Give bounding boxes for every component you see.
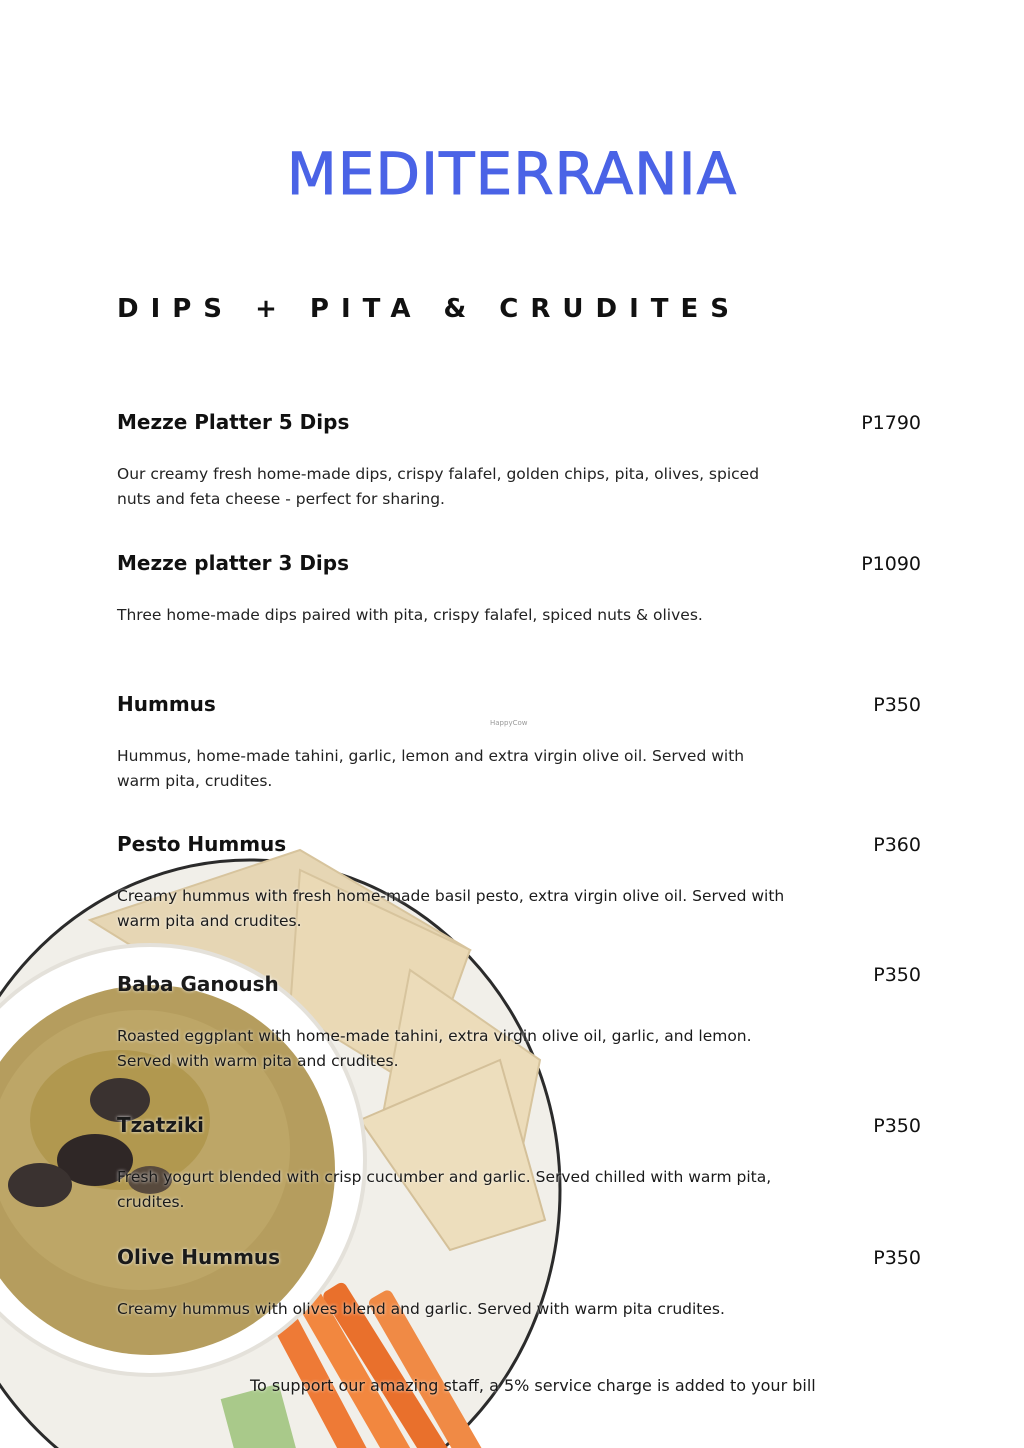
item-description: Roasted eggplant with home-made tahini, extra virgin olive oil, garlic, and lemon. Served with warm pita and crudites. <box>117 1027 752 1070</box>
item-description: Our creamy fresh home-made dips, crispy falafel, golden chips, pita, olives, spiced nuts and feta cheese - perfect for sharing. <box>117 465 760 508</box>
section-title: DIPS + PITA & CRUDITES <box>117 294 741 324</box>
item-name: Olive Hummus <box>117 1245 281 1269</box>
item-price: P360 <box>873 834 921 856</box>
service-charge-note: To support our amazing staff, a 5% service charge is added to your bill <box>250 1376 816 1395</box>
item-price: P350 <box>873 964 921 986</box>
item-description: Fresh yogurt blended with crisp cucumber and garlic. Served chilled with warm pita, crudites. <box>117 1168 772 1211</box>
item-name: Pesto Hummus <box>117 832 287 856</box>
item-description: Three home-made dips paired with pita, crispy falafel, spiced nuts & olives. <box>117 606 703 624</box>
item-price: P1090 <box>861 553 921 575</box>
item-description: Creamy hummus with olives blend and garlic. Served with warm pita crudites. <box>117 1300 725 1318</box>
item-description: Creamy hummus with fresh home-made basil pesto, extra virgin olive oil. Served with warm pita and crudites. <box>117 887 785 930</box>
item-name: Mezze Platter 5 Dips <box>117 410 350 434</box>
restaurant-title: MEDITERRANIA <box>286 140 738 208</box>
item-price: P350 <box>873 694 921 716</box>
item-price: P350 <box>873 1115 921 1137</box>
item-description: Hummus, home-made tahini, garlic, lemon and extra virgin olive oil. Served with warm pita, crudites. <box>117 747 745 790</box>
item-name: Hummus <box>117 692 216 716</box>
happycow-watermark: HappyCow <box>490 719 528 727</box>
item-price: P350 <box>873 1247 921 1269</box>
item-name: Baba Ganoush <box>117 972 279 996</box>
item-name: Mezze platter 3 Dips <box>117 551 350 575</box>
item-name: Tzatziki <box>117 1113 204 1137</box>
item-price: P1790 <box>861 412 921 434</box>
